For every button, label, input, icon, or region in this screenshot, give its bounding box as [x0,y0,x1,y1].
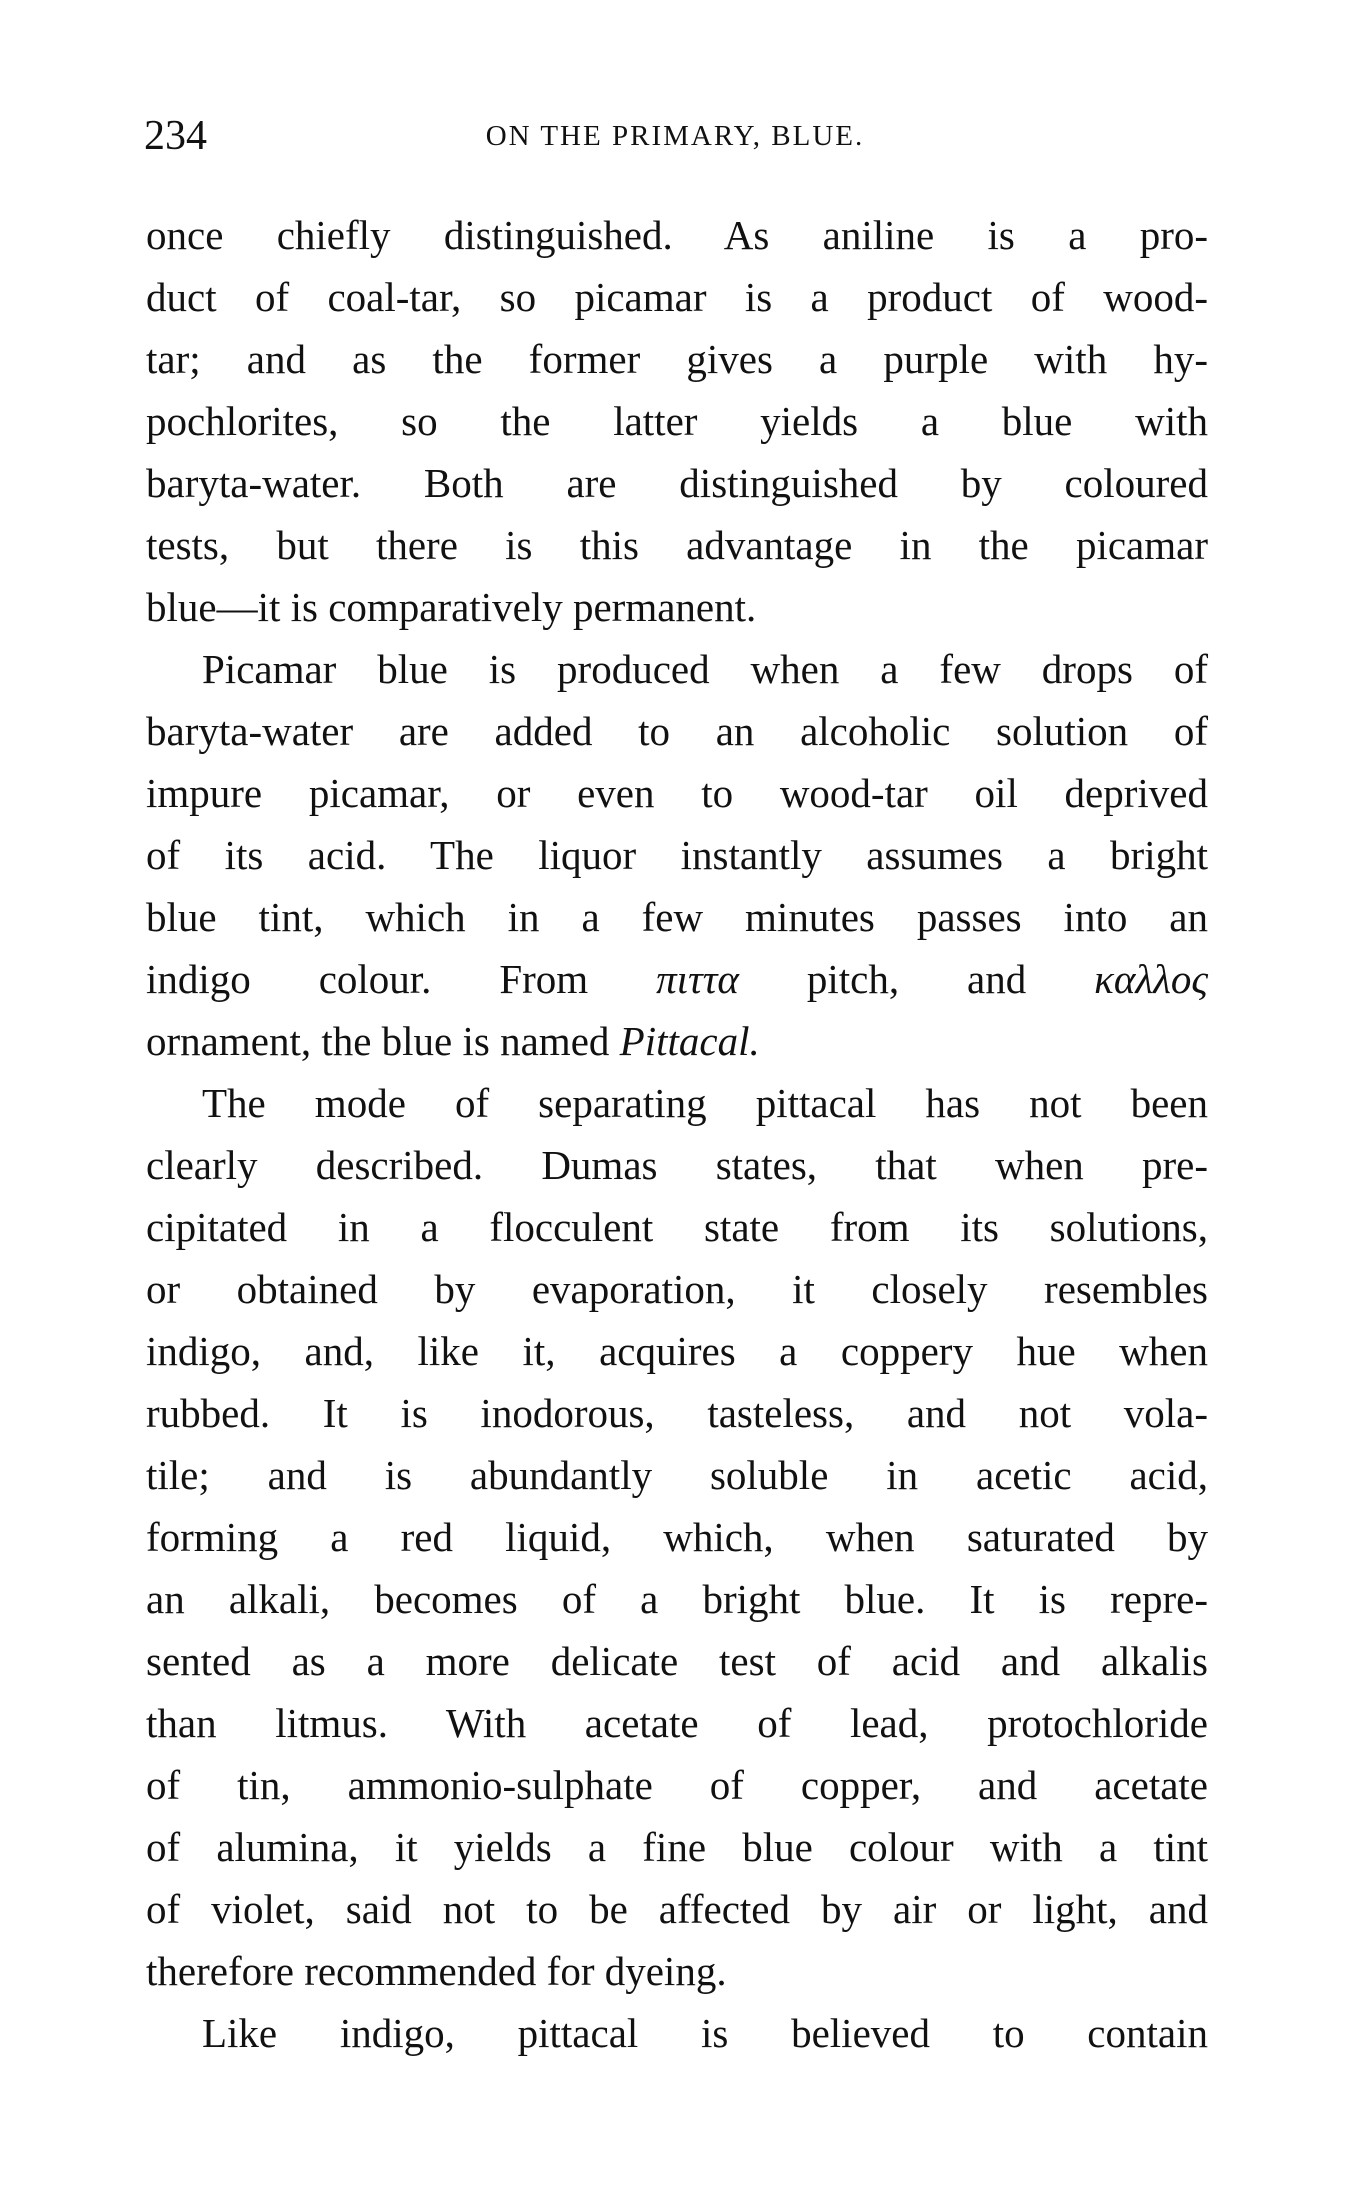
text-segment: than litmus. With acetate of lead, protochloride [146,1700,1208,1746]
text-segment: rubbed. It is inodorous, tasteless, and not vola- [146,1390,1208,1436]
page-number: 234 [144,113,207,159]
text-segment: tests, but there is this advantage in the picamar [146,522,1208,568]
text-line [146,1134,1208,1196]
running-title: ON THE PRIMARY, BLUE. [485,120,865,152]
text-line [146,1196,1208,1258]
text-line [146,948,1208,1010]
text-segment: baryta-water. Both are distinguished by coloured [146,460,1208,506]
text-line [146,514,1208,576]
text-line [146,1258,1208,1320]
text-segment: impure picamar, or even to wood-tar oil deprived [146,770,1208,816]
text-segment: therefore recommended for dyeing. [146,1948,727,1994]
text-line [146,2002,1208,2064]
text-segment: forming a red liquid, which, when saturated by [146,1514,1208,1560]
text-segment: Picamar blue is produced when a few drops of [202,646,1208,692]
text-segment: pitch, and [738,956,1095,1002]
text-segment: of alumina, it yields a fine blue colour with a tint [146,1824,1208,1870]
text-segment: of violet, said not to be affected by air or light, and [146,1886,1208,1932]
italic-word: Pittacal. [619,1018,760,1064]
text-line [146,886,1208,948]
text-line [146,1382,1208,1444]
text-segment: indigo, and, like it, acquires a coppery hue when [146,1328,1208,1374]
text-line [146,390,1208,452]
text-segment: cipitated in a flocculent state from its solutions, [146,1204,1208,1250]
text-segment: tar; and as the former gives a purple with hy- [146,336,1208,382]
text-segment: ornament, the blue is named [146,1018,620,1064]
text-line [146,1010,1208,1072]
text-segment: of tin, ammonio-sulphate of copper, and acetate [146,1762,1208,1808]
running-title-wrap [0,120,1364,153]
text-line [146,266,1208,328]
body-text [146,204,1208,2064]
text-segment: duct of coal-tar, so picamar is a product of wood- [146,274,1208,320]
text-segment: The mode of separating pittacal has not been [202,1080,1208,1126]
italic-word: πιττα [656,956,739,1002]
text-segment: blue—it is comparatively permanent. [146,584,757,630]
text-segment: clearly described. Dumas states, that when pre- [146,1142,1208,1188]
text-segment: once chiefly distinguished. As aniline is a pro- [146,212,1208,258]
text-segment: pochlorites, so the latter yields a blue with [146,398,1208,444]
text-segment: indigo colour. From [146,956,657,1002]
text-line [146,1320,1208,1382]
text-line [146,824,1208,886]
text-line [146,1568,1208,1630]
text-line [146,762,1208,824]
text-line [146,700,1208,762]
text-line [146,452,1208,514]
text-line [146,1630,1208,1692]
text-line [146,1692,1208,1754]
text-segment: sented as a more delicate test of acid and alkalis [146,1638,1208,1684]
text-segment: Like indigo, pittacal is believed to contain [202,2010,1208,2056]
text-line [146,576,1208,638]
text-line [146,1878,1208,1940]
text-line [146,1506,1208,1568]
text-line [146,1072,1208,1134]
text-line [146,204,1208,266]
text-line [146,1940,1208,2002]
italic-word: καλλος [1094,956,1208,1002]
text-line [146,1754,1208,1816]
text-line [146,1816,1208,1878]
text-segment: tile; and is abundantly soluble in acetic acid, [146,1452,1208,1498]
text-line [146,638,1208,700]
text-segment: of its acid. The liquor instantly assumes a bright [146,832,1208,878]
text-segment: blue tint, which in a few minutes passes into an [146,894,1208,940]
text-segment: baryta-water are added to an alcoholic solution of [146,708,1208,754]
text-segment: or obtained by evaporation, it closely resembles [146,1266,1208,1312]
text-line [146,1444,1208,1506]
text-line [146,328,1208,390]
text-segment: an alkali, becomes of a bright blue. It is repre- [146,1576,1208,1622]
